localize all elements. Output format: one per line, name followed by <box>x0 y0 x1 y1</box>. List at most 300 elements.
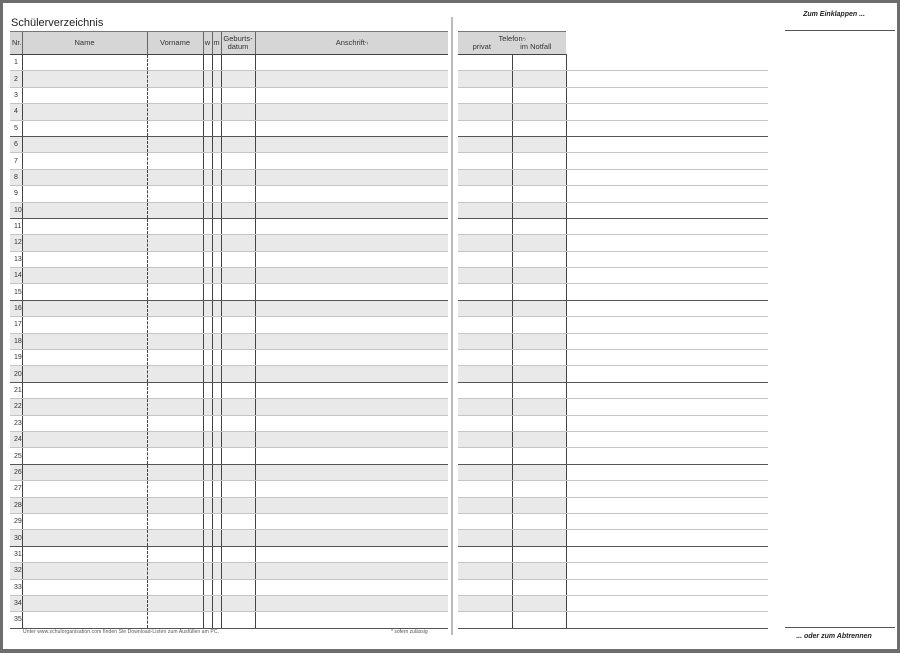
cell-m[interactable] <box>212 71 221 87</box>
cell-geburtsdatum[interactable] <box>221 104 255 120</box>
cell-privat[interactable] <box>458 136 512 152</box>
cell-notfall[interactable] <box>512 300 566 316</box>
cell-geburtsdatum[interactable] <box>221 251 255 267</box>
cell-privat[interactable] <box>458 481 512 497</box>
cell-m[interactable] <box>212 284 221 300</box>
cell-name[interactable] <box>22 186 147 202</box>
cell-w[interactable] <box>203 513 212 529</box>
cell-anschrift[interactable] <box>255 186 448 202</box>
cell-notfall[interactable] <box>512 284 566 300</box>
cell-name[interactable] <box>22 333 147 349</box>
cell-notes[interactable] <box>566 104 768 120</box>
cell-vorname[interactable] <box>147 481 203 497</box>
cell-privat[interactable] <box>458 71 512 87</box>
cell-m[interactable] <box>212 136 221 152</box>
cell-privat[interactable] <box>458 202 512 218</box>
cell-name[interactable] <box>22 104 147 120</box>
cell-name[interactable] <box>22 218 147 234</box>
cell-notes[interactable] <box>566 55 768 71</box>
cell-m[interactable] <box>212 431 221 447</box>
cell-vorname[interactable] <box>147 317 203 333</box>
cell-name[interactable] <box>22 268 147 284</box>
cell-notes[interactable] <box>566 530 768 546</box>
cell-m[interactable] <box>212 350 221 366</box>
cell-geburtsdatum[interactable] <box>221 448 255 464</box>
cell-vorname[interactable] <box>147 579 203 595</box>
cell-vorname[interactable] <box>147 235 203 251</box>
cell-geburtsdatum[interactable] <box>221 366 255 382</box>
cell-m[interactable] <box>212 55 221 71</box>
cell-notes[interactable] <box>566 87 768 103</box>
cell-w[interactable] <box>203 415 212 431</box>
cell-geburtsdatum[interactable] <box>221 530 255 546</box>
cell-geburtsdatum[interactable] <box>221 153 255 169</box>
cell-name[interactable] <box>22 169 147 185</box>
cell-name[interactable] <box>22 300 147 316</box>
cell-vorname[interactable] <box>147 104 203 120</box>
cell-notes[interactable] <box>566 464 768 480</box>
cell-notfall[interactable] <box>512 350 566 366</box>
cell-name[interactable] <box>22 120 147 136</box>
cell-name[interactable] <box>22 71 147 87</box>
cell-vorname[interactable] <box>147 612 203 628</box>
cell-notes[interactable] <box>566 169 768 185</box>
cell-notes[interactable] <box>566 399 768 415</box>
cell-name[interactable] <box>22 595 147 611</box>
cell-anschrift[interactable] <box>255 268 448 284</box>
cell-vorname[interactable] <box>147 333 203 349</box>
cell-vorname[interactable] <box>147 464 203 480</box>
cell-anschrift[interactable] <box>255 284 448 300</box>
cell-m[interactable] <box>212 497 221 513</box>
cell-privat[interactable] <box>458 448 512 464</box>
cell-m[interactable] <box>212 333 221 349</box>
cell-m[interactable] <box>212 382 221 398</box>
cell-anschrift[interactable] <box>255 563 448 579</box>
cell-notes[interactable] <box>566 481 768 497</box>
cell-w[interactable] <box>203 399 212 415</box>
cell-notfall[interactable] <box>512 268 566 284</box>
cell-privat[interactable] <box>458 284 512 300</box>
cell-name[interactable] <box>22 202 147 218</box>
cell-name[interactable] <box>22 366 147 382</box>
cell-privat[interactable] <box>458 431 512 447</box>
cell-anschrift[interactable] <box>255 464 448 480</box>
cell-privat[interactable] <box>458 513 512 529</box>
cell-name[interactable] <box>22 448 147 464</box>
cell-notfall[interactable] <box>512 530 566 546</box>
cell-notes[interactable] <box>566 350 768 366</box>
cell-privat[interactable] <box>458 218 512 234</box>
cell-privat[interactable] <box>458 120 512 136</box>
cell-w[interactable] <box>203 136 212 152</box>
cell-notfall[interactable] <box>512 120 566 136</box>
cell-m[interactable] <box>212 464 221 480</box>
cell-geburtsdatum[interactable] <box>221 579 255 595</box>
cell-notes[interactable] <box>566 333 768 349</box>
cell-name[interactable] <box>22 136 147 152</box>
cell-m[interactable] <box>212 563 221 579</box>
cell-notfall[interactable] <box>512 366 566 382</box>
cell-vorname[interactable] <box>147 431 203 447</box>
cell-w[interactable] <box>203 153 212 169</box>
cell-m[interactable] <box>212 218 221 234</box>
cell-name[interactable] <box>22 530 147 546</box>
cell-w[interactable] <box>203 71 212 87</box>
cell-vorname[interactable] <box>147 218 203 234</box>
cell-privat[interactable] <box>458 612 512 628</box>
cell-m[interactable] <box>212 300 221 316</box>
cell-notfall[interactable] <box>512 136 566 152</box>
cell-anschrift[interactable] <box>255 513 448 529</box>
cell-geburtsdatum[interactable] <box>221 202 255 218</box>
cell-notes[interactable] <box>566 71 768 87</box>
cell-vorname[interactable] <box>147 87 203 103</box>
cell-notfall[interactable] <box>512 563 566 579</box>
cell-m[interactable] <box>212 169 221 185</box>
cell-notfall[interactable] <box>512 546 566 562</box>
cell-vorname[interactable] <box>147 136 203 152</box>
cell-notes[interactable] <box>566 497 768 513</box>
cell-w[interactable] <box>203 431 212 447</box>
cell-vorname[interactable] <box>147 595 203 611</box>
cell-geburtsdatum[interactable] <box>221 136 255 152</box>
cell-vorname[interactable] <box>147 563 203 579</box>
cell-vorname[interactable] <box>147 530 203 546</box>
cell-privat[interactable] <box>458 579 512 595</box>
cell-m[interactable] <box>212 399 221 415</box>
cell-geburtsdatum[interactable] <box>221 284 255 300</box>
cell-notfall[interactable] <box>512 497 566 513</box>
cell-privat[interactable] <box>458 317 512 333</box>
cell-name[interactable] <box>22 399 147 415</box>
cell-anschrift[interactable] <box>255 431 448 447</box>
cell-notfall[interactable] <box>512 399 566 415</box>
cell-m[interactable] <box>212 579 221 595</box>
cell-anschrift[interactable] <box>255 595 448 611</box>
cell-privat[interactable] <box>458 251 512 267</box>
cell-w[interactable] <box>203 218 212 234</box>
cell-geburtsdatum[interactable] <box>221 120 255 136</box>
cell-notfall[interactable] <box>512 317 566 333</box>
cell-m[interactable] <box>212 104 221 120</box>
cell-m[interactable] <box>212 153 221 169</box>
cell-privat[interactable] <box>458 350 512 366</box>
cell-m[interactable] <box>212 120 221 136</box>
cell-notes[interactable] <box>566 202 768 218</box>
cell-vorname[interactable] <box>147 399 203 415</box>
cell-anschrift[interactable] <box>255 612 448 628</box>
cell-w[interactable] <box>203 481 212 497</box>
cell-anschrift[interactable] <box>255 120 448 136</box>
cell-name[interactable] <box>22 612 147 628</box>
cell-w[interactable] <box>203 202 212 218</box>
cell-notes[interactable] <box>566 218 768 234</box>
cell-w[interactable] <box>203 300 212 316</box>
cell-m[interactable] <box>212 235 221 251</box>
cell-anschrift[interactable] <box>255 104 448 120</box>
cell-m[interactable] <box>212 251 221 267</box>
cell-notes[interactable] <box>566 612 768 628</box>
cell-notes[interactable] <box>566 513 768 529</box>
cell-name[interactable] <box>22 415 147 431</box>
cell-vorname[interactable] <box>147 513 203 529</box>
cell-notfall[interactable] <box>512 104 566 120</box>
cell-notes[interactable] <box>566 595 768 611</box>
cell-name[interactable] <box>22 55 147 71</box>
cell-name[interactable] <box>22 235 147 251</box>
cell-privat[interactable] <box>458 104 512 120</box>
cell-geburtsdatum[interactable] <box>221 546 255 562</box>
cell-vorname[interactable] <box>147 350 203 366</box>
cell-w[interactable] <box>203 448 212 464</box>
cell-notes[interactable] <box>566 546 768 562</box>
cell-anschrift[interactable] <box>255 530 448 546</box>
cell-geburtsdatum[interactable] <box>221 612 255 628</box>
cell-privat[interactable] <box>458 186 512 202</box>
cell-privat[interactable] <box>458 464 512 480</box>
cell-vorname[interactable] <box>147 186 203 202</box>
cell-anschrift[interactable] <box>255 317 448 333</box>
cell-m[interactable] <box>212 317 221 333</box>
cell-anschrift[interactable] <box>255 300 448 316</box>
cell-notes[interactable] <box>566 251 768 267</box>
cell-vorname[interactable] <box>147 71 203 87</box>
cell-notes[interactable] <box>566 382 768 398</box>
cell-notfall[interactable] <box>512 169 566 185</box>
cell-geburtsdatum[interactable] <box>221 513 255 529</box>
cell-notes[interactable] <box>566 136 768 152</box>
cell-w[interactable] <box>203 235 212 251</box>
cell-name[interactable] <box>22 579 147 595</box>
cell-w[interactable] <box>203 530 212 546</box>
cell-w[interactable] <box>203 579 212 595</box>
cell-anschrift[interactable] <box>255 579 448 595</box>
cell-w[interactable] <box>203 546 212 562</box>
cell-notfall[interactable] <box>512 202 566 218</box>
cell-name[interactable] <box>22 464 147 480</box>
cell-privat[interactable] <box>458 497 512 513</box>
cell-notfall[interactable] <box>512 87 566 103</box>
cell-geburtsdatum[interactable] <box>221 415 255 431</box>
cell-notes[interactable] <box>566 284 768 300</box>
cell-notes[interactable] <box>566 268 768 284</box>
cell-w[interactable] <box>203 251 212 267</box>
cell-anschrift[interactable] <box>255 87 448 103</box>
cell-w[interactable] <box>203 317 212 333</box>
cell-privat[interactable] <box>458 563 512 579</box>
cell-privat[interactable] <box>458 268 512 284</box>
cell-name[interactable] <box>22 87 147 103</box>
cell-name[interactable] <box>22 546 147 562</box>
cell-w[interactable] <box>203 333 212 349</box>
cell-notes[interactable] <box>566 448 768 464</box>
cell-anschrift[interactable] <box>255 71 448 87</box>
cell-geburtsdatum[interactable] <box>221 71 255 87</box>
cell-notfall[interactable] <box>512 464 566 480</box>
cell-w[interactable] <box>203 366 212 382</box>
cell-vorname[interactable] <box>147 366 203 382</box>
cell-anschrift[interactable] <box>255 350 448 366</box>
cell-name[interactable] <box>22 431 147 447</box>
cell-notes[interactable] <box>566 366 768 382</box>
cell-notfall[interactable] <box>512 186 566 202</box>
cell-anschrift[interactable] <box>255 235 448 251</box>
cell-notfall[interactable] <box>512 612 566 628</box>
cell-notfall[interactable] <box>512 415 566 431</box>
cell-w[interactable] <box>203 595 212 611</box>
cell-anschrift[interactable] <box>255 202 448 218</box>
cell-notfall[interactable] <box>512 153 566 169</box>
cell-anschrift[interactable] <box>255 153 448 169</box>
cell-privat[interactable] <box>458 300 512 316</box>
cell-privat[interactable] <box>458 169 512 185</box>
cell-privat[interactable] <box>458 595 512 611</box>
cell-w[interactable] <box>203 87 212 103</box>
cell-vorname[interactable] <box>147 120 203 136</box>
cell-geburtsdatum[interactable] <box>221 317 255 333</box>
cell-w[interactable] <box>203 350 212 366</box>
cell-geburtsdatum[interactable] <box>221 268 255 284</box>
cell-name[interactable] <box>22 251 147 267</box>
cell-privat[interactable] <box>458 546 512 562</box>
cell-m[interactable] <box>212 87 221 103</box>
cell-privat[interactable] <box>458 333 512 349</box>
cell-vorname[interactable] <box>147 284 203 300</box>
cell-geburtsdatum[interactable] <box>221 464 255 480</box>
cell-w[interactable] <box>203 169 212 185</box>
cell-anschrift[interactable] <box>255 251 448 267</box>
cell-notes[interactable] <box>566 300 768 316</box>
cell-notfall[interactable] <box>512 251 566 267</box>
cell-geburtsdatum[interactable] <box>221 55 255 71</box>
cell-anschrift[interactable] <box>255 415 448 431</box>
cell-geburtsdatum[interactable] <box>221 218 255 234</box>
cell-name[interactable] <box>22 481 147 497</box>
cell-vorname[interactable] <box>147 300 203 316</box>
cell-w[interactable] <box>203 563 212 579</box>
cell-w[interactable] <box>203 497 212 513</box>
cell-privat[interactable] <box>458 399 512 415</box>
cell-anschrift[interactable] <box>255 169 448 185</box>
cell-w[interactable] <box>203 120 212 136</box>
cell-notes[interactable] <box>566 120 768 136</box>
cell-geburtsdatum[interactable] <box>221 300 255 316</box>
cell-geburtsdatum[interactable] <box>221 350 255 366</box>
cell-privat[interactable] <box>458 382 512 398</box>
cell-anschrift[interactable] <box>255 546 448 562</box>
cell-notes[interactable] <box>566 235 768 251</box>
cell-geburtsdatum[interactable] <box>221 399 255 415</box>
cell-name[interactable] <box>22 284 147 300</box>
cell-notfall[interactable] <box>512 431 566 447</box>
cell-name[interactable] <box>22 497 147 513</box>
cell-w[interactable] <box>203 104 212 120</box>
cell-geburtsdatum[interactable] <box>221 382 255 398</box>
cell-w[interactable] <box>203 612 212 628</box>
cell-anschrift[interactable] <box>255 55 448 71</box>
cell-privat[interactable] <box>458 55 512 71</box>
cell-privat[interactable] <box>458 153 512 169</box>
cell-m[interactable] <box>212 530 221 546</box>
cell-notes[interactable] <box>566 153 768 169</box>
cell-privat[interactable] <box>458 87 512 103</box>
cell-m[interactable] <box>212 268 221 284</box>
cell-anschrift[interactable] <box>255 333 448 349</box>
cell-notfall[interactable] <box>512 513 566 529</box>
cell-notes[interactable] <box>566 186 768 202</box>
cell-privat[interactable] <box>458 366 512 382</box>
cell-w[interactable] <box>203 186 212 202</box>
cell-w[interactable] <box>203 284 212 300</box>
cell-anschrift[interactable] <box>255 399 448 415</box>
cell-notfall[interactable] <box>512 579 566 595</box>
cell-anschrift[interactable] <box>255 497 448 513</box>
cell-geburtsdatum[interactable] <box>221 595 255 611</box>
cell-vorname[interactable] <box>147 202 203 218</box>
cell-w[interactable] <box>203 464 212 480</box>
cell-notfall[interactable] <box>512 71 566 87</box>
cell-anschrift[interactable] <box>255 136 448 152</box>
cell-m[interactable] <box>212 612 221 628</box>
cell-vorname[interactable] <box>147 251 203 267</box>
cell-name[interactable] <box>22 350 147 366</box>
cell-notfall[interactable] <box>512 55 566 71</box>
cell-vorname[interactable] <box>147 546 203 562</box>
cell-privat[interactable] <box>458 235 512 251</box>
cell-w[interactable] <box>203 268 212 284</box>
cell-m[interactable] <box>212 513 221 529</box>
cell-vorname[interactable] <box>147 153 203 169</box>
cell-geburtsdatum[interactable] <box>221 235 255 251</box>
cell-notes[interactable] <box>566 563 768 579</box>
cell-notes[interactable] <box>566 317 768 333</box>
cell-geburtsdatum[interactable] <box>221 333 255 349</box>
cell-name[interactable] <box>22 153 147 169</box>
cell-vorname[interactable] <box>147 169 203 185</box>
cell-vorname[interactable] <box>147 268 203 284</box>
cell-geburtsdatum[interactable] <box>221 169 255 185</box>
cell-m[interactable] <box>212 202 221 218</box>
cell-geburtsdatum[interactable] <box>221 481 255 497</box>
cell-notes[interactable] <box>566 431 768 447</box>
cell-anschrift[interactable] <box>255 448 448 464</box>
cell-m[interactable] <box>212 186 221 202</box>
cell-name[interactable] <box>22 513 147 529</box>
cell-geburtsdatum[interactable] <box>221 87 255 103</box>
cell-notfall[interactable] <box>512 595 566 611</box>
cell-privat[interactable] <box>458 530 512 546</box>
cell-name[interactable] <box>22 382 147 398</box>
cell-geburtsdatum[interactable] <box>221 497 255 513</box>
cell-geburtsdatum[interactable] <box>221 186 255 202</box>
cell-m[interactable] <box>212 595 221 611</box>
cell-vorname[interactable] <box>147 55 203 71</box>
cell-m[interactable] <box>212 481 221 497</box>
cell-notfall[interactable] <box>512 448 566 464</box>
cell-anschrift[interactable] <box>255 382 448 398</box>
cell-vorname[interactable] <box>147 382 203 398</box>
cell-m[interactable] <box>212 415 221 431</box>
cell-anschrift[interactable] <box>255 481 448 497</box>
cell-notfall[interactable] <box>512 218 566 234</box>
cell-anschrift[interactable] <box>255 366 448 382</box>
cell-notes[interactable] <box>566 579 768 595</box>
cell-privat[interactable] <box>458 415 512 431</box>
cell-vorname[interactable] <box>147 415 203 431</box>
cell-w[interactable] <box>203 55 212 71</box>
cell-name[interactable] <box>22 563 147 579</box>
